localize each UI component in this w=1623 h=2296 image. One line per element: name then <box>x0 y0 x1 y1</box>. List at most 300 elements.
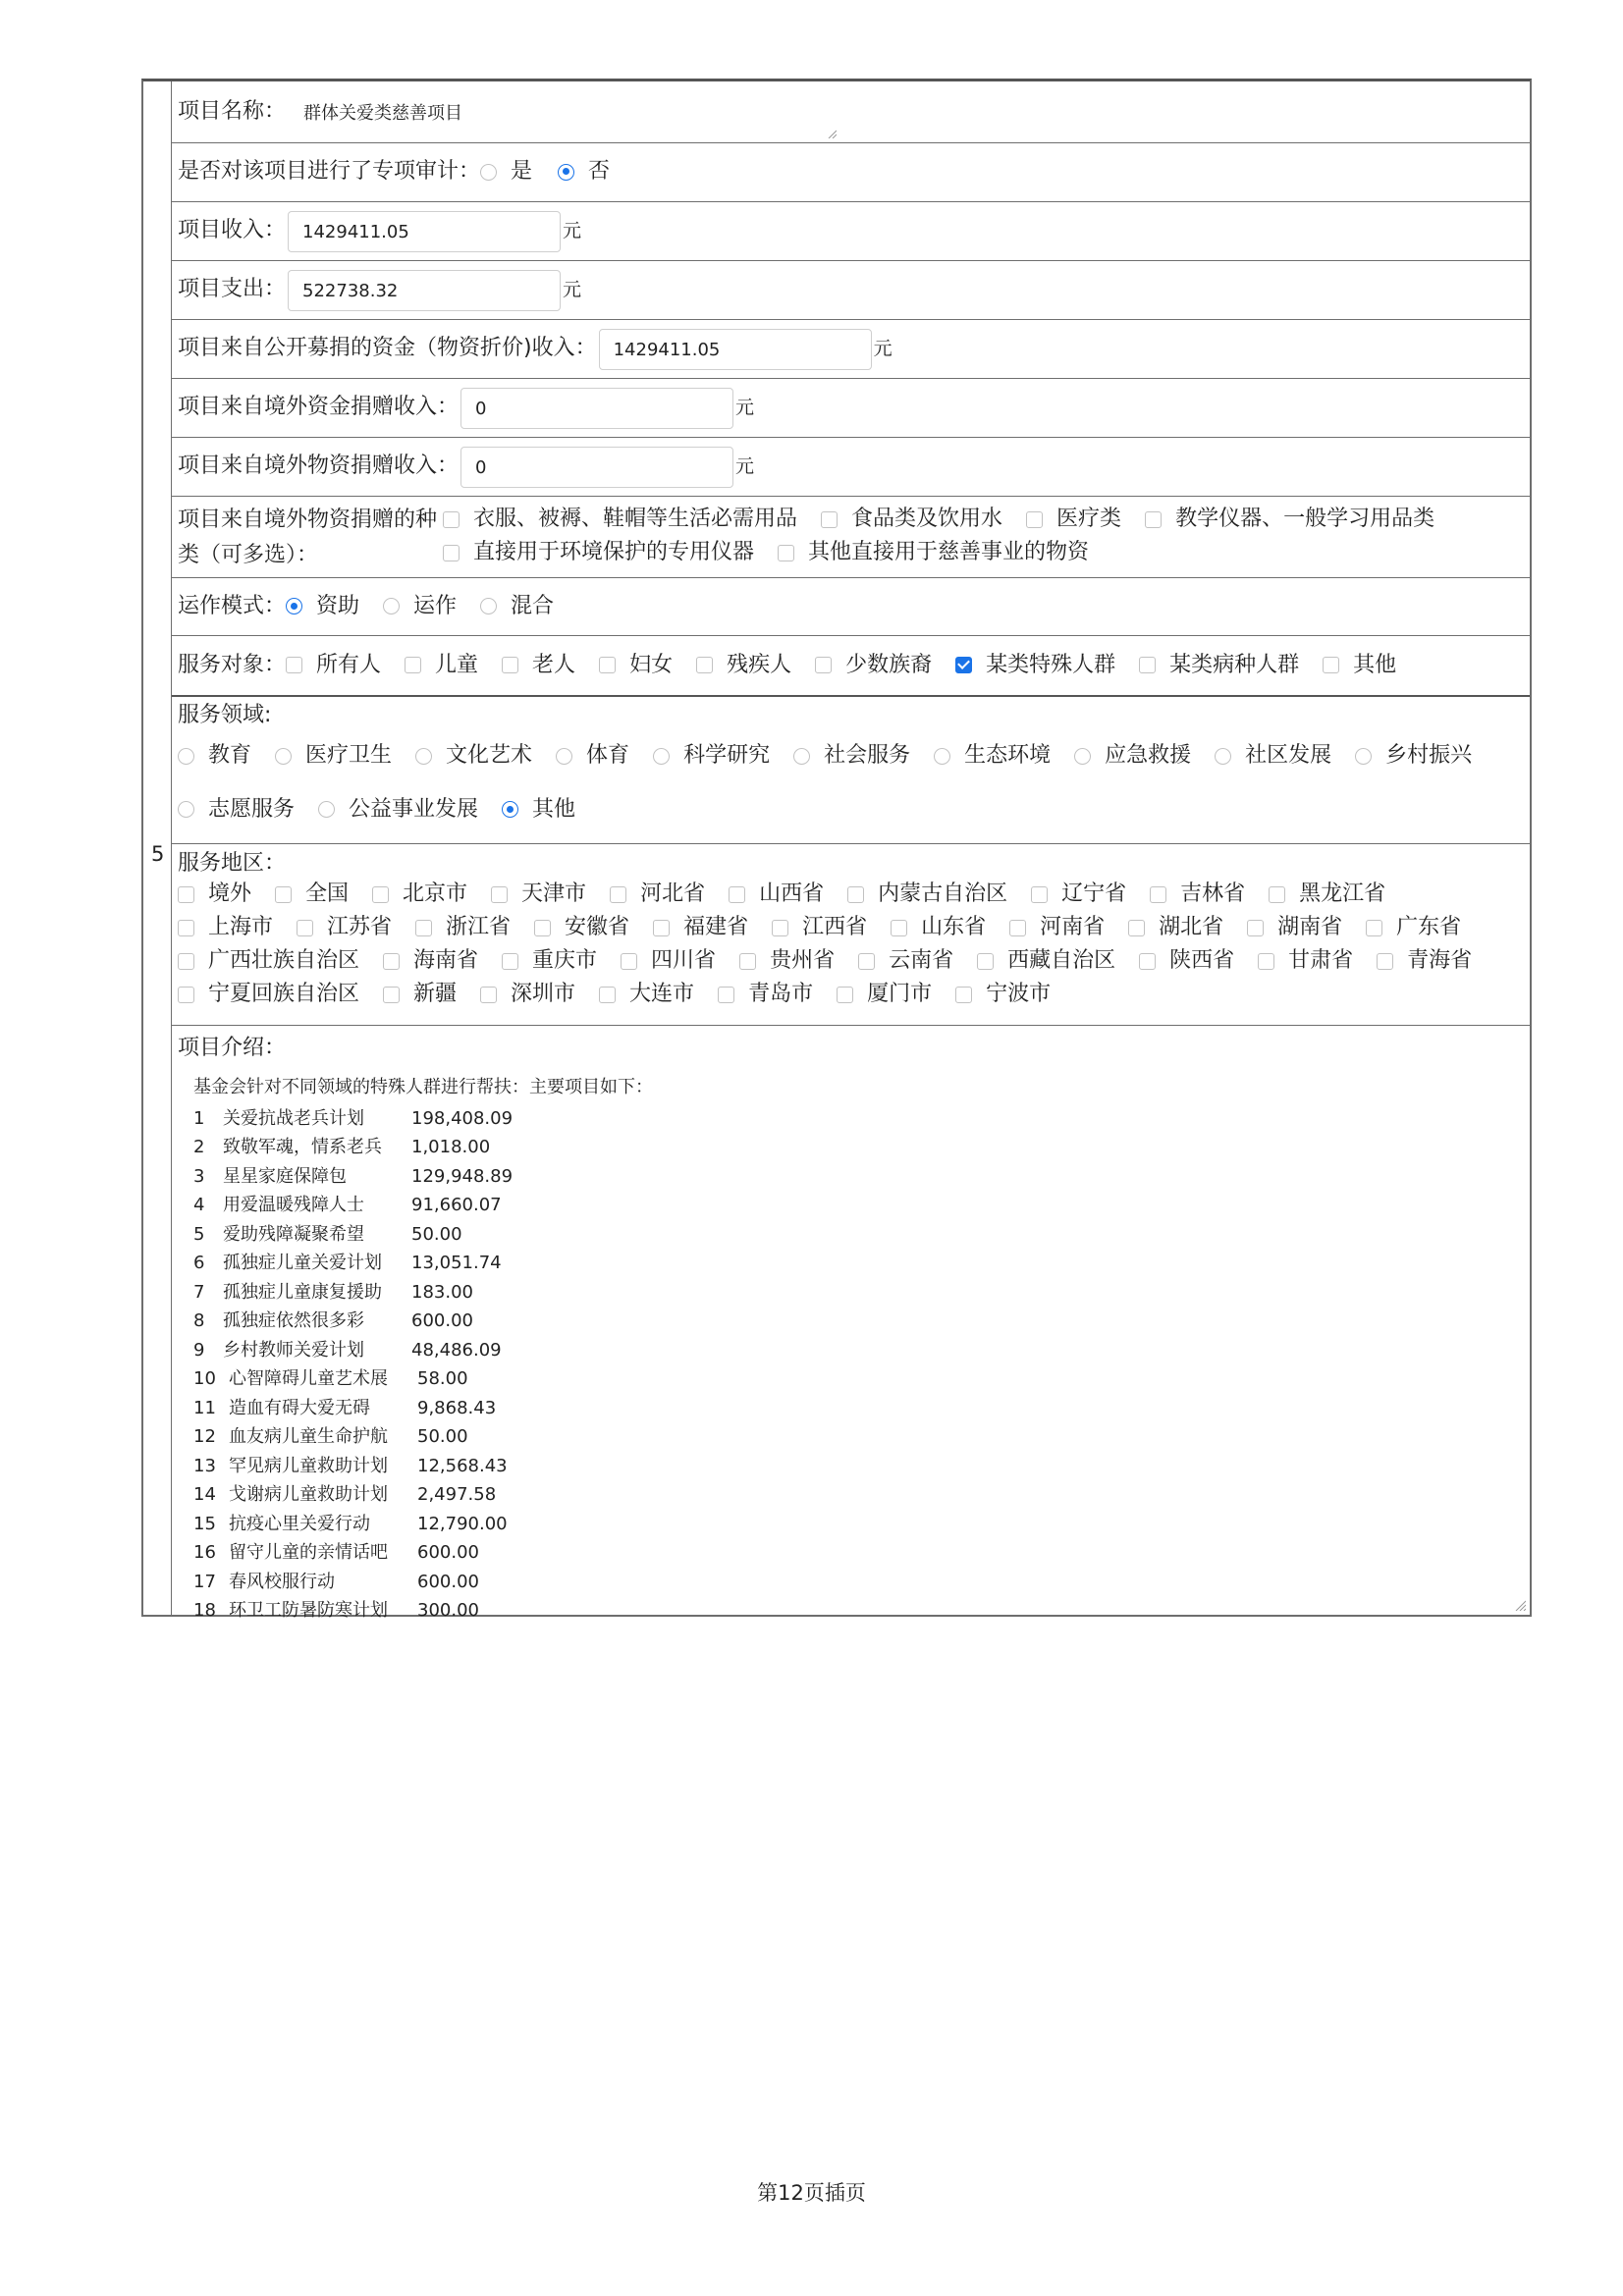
checkbox-icon <box>1269 886 1285 903</box>
checkbox-icon <box>955 987 972 1003</box>
option-label: 江西省 <box>802 915 868 939</box>
mode-option-grant[interactable] <box>286 594 359 619</box>
target-option[interactable] <box>286 653 381 678</box>
overseas-types-row <box>172 497 1530 578</box>
intro-item-no: 4 <box>193 1195 205 1216</box>
regions-line-2 <box>178 911 1524 944</box>
intro-item-no: 3 <box>193 1165 205 1187</box>
intro-item <box>193 1538 1524 1568</box>
region-option[interactable] <box>1150 878 1245 911</box>
overseas-goods-unit: 元 <box>735 455 755 478</box>
intro-item-amount: 58.00 <box>417 1368 468 1390</box>
checkbox-icon <box>718 987 734 1003</box>
option-label: 宁波市 <box>986 982 1052 1006</box>
region-option[interactable] <box>178 911 273 944</box>
checkbox-icon <box>621 953 637 970</box>
checkbox-icon <box>653 920 670 936</box>
region-option[interactable] <box>275 878 349 911</box>
intro-item-amount: 91,660.07 <box>411 1195 502 1216</box>
option-label: 浙江省 <box>446 915 512 939</box>
checkbox-icon <box>837 987 853 1003</box>
option-label: 吉林省 <box>1180 881 1246 906</box>
intro-item-name: 孤独症儿童关爱计划 <box>223 1253 382 1274</box>
overseas-types-options <box>443 503 1458 569</box>
field-option[interactable] <box>318 797 478 823</box>
intro-item-amount: 1,018.00 <box>411 1137 491 1158</box>
region-option[interactable] <box>491 878 586 911</box>
radio-icon <box>415 748 432 765</box>
option-label: 山西省 <box>759 881 825 906</box>
option-label: 深圳市 <box>511 982 576 1006</box>
target-option[interactable] <box>1139 653 1299 678</box>
checkbox-icon <box>415 920 432 936</box>
region-option[interactable] <box>1009 911 1105 944</box>
project-form <box>141 79 1532 1622</box>
option-label: 医疗卫生 <box>305 743 393 769</box>
intro-item-amount: 183.00 <box>411 1281 473 1303</box>
row-index: 5 <box>151 842 165 866</box>
intro-item-no: 10 <box>193 1368 216 1390</box>
option-label: 志愿服务 <box>208 796 296 822</box>
radio-checked-icon <box>286 598 302 614</box>
intro-item <box>193 1394 1524 1423</box>
field-option[interactable] <box>178 743 251 769</box>
option-label: 是 <box>511 159 533 185</box>
intro-item-no: 2 <box>193 1137 205 1158</box>
option-label: 广东省 <box>1396 915 1462 939</box>
income-label: 项目收入： <box>178 218 287 243</box>
option-label: 体育 <box>586 743 630 769</box>
region-option[interactable] <box>772 911 867 944</box>
intro-item <box>193 1220 1524 1250</box>
checkbox-icon <box>1031 886 1048 903</box>
checkbox-checked-icon <box>955 657 972 673</box>
checkbox-icon <box>372 886 389 903</box>
field-option[interactable] <box>1074 743 1191 769</box>
region-option[interactable] <box>1247 911 1342 944</box>
field-option[interactable] <box>793 743 910 769</box>
intro-item-amount: 300.00 <box>417 1600 479 1622</box>
option-label: 全国 <box>305 881 350 906</box>
radio-checked-icon <box>558 164 574 181</box>
option-label: 儿童 <box>435 652 479 677</box>
region-option[interactable] <box>739 944 835 978</box>
type-option-medical[interactable] <box>1026 503 1121 536</box>
region-option[interactable] <box>1377 944 1472 978</box>
intro-item-amount: 129,948.89 <box>411 1165 514 1187</box>
radio-icon <box>480 598 497 614</box>
option-label: 境外 <box>208 881 252 906</box>
mode-option-mixed[interactable] <box>480 594 554 619</box>
field-option[interactable] <box>556 743 629 769</box>
target-option-selected[interactable] <box>955 653 1115 678</box>
intro-item <box>193 1133 1524 1162</box>
region-option[interactable] <box>610 878 705 911</box>
region-option[interactable] <box>383 944 478 978</box>
fields-label: 服务领域: <box>178 703 272 727</box>
region-option[interactable] <box>534 911 629 944</box>
radio-icon <box>383 598 400 614</box>
checkbox-icon <box>1026 511 1043 528</box>
intro-item <box>193 1452 1524 1481</box>
checkbox-icon <box>405 657 421 673</box>
intro-item-no: 13 <box>193 1455 216 1476</box>
option-label: 其他 <box>1353 652 1397 677</box>
project-name-field[interactable]: 群体关爱类慈善项目 <box>303 103 463 125</box>
intro-item-amount: 48,486.09 <box>411 1339 502 1361</box>
region-option[interactable] <box>729 878 824 911</box>
region-option[interactable] <box>1366 911 1461 944</box>
mode-label: 运作模式： <box>178 593 287 618</box>
intro-item-no: 5 <box>193 1223 205 1245</box>
option-label: 生态环境 <box>964 743 1052 769</box>
type-option-education[interactable] <box>1145 503 1434 536</box>
checkbox-icon <box>1139 657 1156 673</box>
option-label: 教学仪器、一般学习用品类 <box>1175 507 1435 531</box>
field-option[interactable] <box>275 743 392 769</box>
checkbox-icon <box>443 511 460 528</box>
intro-item-name: 爱助残障凝聚希望 <box>223 1223 364 1245</box>
option-label: 四川省 <box>651 948 717 973</box>
intro-item-name: 戈谢病儿童救助计划 <box>229 1484 388 1506</box>
radio-checked-icon <box>502 801 518 818</box>
region-option[interactable] <box>502 944 597 978</box>
radio-icon <box>556 748 572 765</box>
intro-item-amount: 600.00 <box>417 1542 479 1564</box>
region-option[interactable] <box>178 878 251 911</box>
target-option[interactable] <box>696 653 791 678</box>
intro-item-amount: 9,868.43 <box>417 1397 497 1418</box>
intro-item-name: 孤独症儿童康复援助 <box>223 1281 382 1303</box>
option-label: 其他直接用于慈善事业的物资 <box>808 540 1090 564</box>
region-option[interactable] <box>977 944 1115 978</box>
region-option[interactable] <box>891 911 986 944</box>
option-label: 乡村振兴 <box>1385 743 1473 769</box>
overseas-goods-row <box>172 438 1530 497</box>
checkbox-icon <box>502 657 518 673</box>
option-label: 内蒙古自治区 <box>878 881 1008 906</box>
target-option[interactable] <box>599 653 673 678</box>
region-option[interactable] <box>178 944 359 978</box>
option-label: 海南省 <box>413 948 479 973</box>
intro-item-no: 14 <box>193 1484 216 1506</box>
intro-item-amount: 600.00 <box>411 1310 473 1332</box>
region-option[interactable] <box>718 978 813 1011</box>
intro-item <box>193 1162 1524 1192</box>
checkbox-icon <box>443 545 460 561</box>
option-label: 某类病种人群 <box>1169 652 1300 677</box>
intro-item-name: 致敬军魂，情系老兵 <box>223 1137 382 1158</box>
intro-item-name: 罕见病儿童救助计划 <box>229 1455 388 1476</box>
option-label: 残疾人 <box>727 652 792 677</box>
expense-label: 项目支出： <box>178 277 287 302</box>
region-option[interactable] <box>1269 878 1385 911</box>
option-label: 厦门市 <box>867 982 933 1006</box>
income-input[interactable]: 1429411.05 <box>288 211 561 252</box>
option-label: 黑龙江省 <box>1299 881 1386 906</box>
field-option-selected[interactable] <box>502 797 575 823</box>
intro-item-amount: 12,568.43 <box>417 1455 508 1476</box>
option-label: 文化艺术 <box>446 743 533 769</box>
option-label: 公益事业发展 <box>349 796 479 822</box>
checkbox-icon <box>1366 920 1382 936</box>
resize-grip-icon[interactable] <box>1514 1599 1526 1611</box>
region-option[interactable] <box>858 944 953 978</box>
mode-row <box>172 578 1530 636</box>
field-option[interactable] <box>415 743 532 769</box>
intro-row <box>172 1026 1530 1622</box>
checkbox-icon <box>696 657 713 673</box>
form-rows <box>172 81 1530 1622</box>
option-label: 少数族裔 <box>845 652 933 677</box>
income-row <box>172 202 1530 261</box>
public-income-row <box>172 320 1530 379</box>
region-option[interactable] <box>297 911 392 944</box>
overseas-goods-label: 项目来自境外物资捐赠收入： <box>178 454 460 479</box>
radio-icon <box>480 164 497 181</box>
intro-item <box>193 1249 1524 1278</box>
region-option[interactable] <box>1258 944 1353 978</box>
checkbox-icon <box>178 886 194 903</box>
region-option[interactable] <box>955 978 1051 1011</box>
checkbox-icon <box>1009 920 1026 936</box>
intro-item <box>193 1364 1524 1394</box>
checkbox-icon <box>1128 920 1145 936</box>
field-option[interactable] <box>1215 743 1331 769</box>
radio-icon <box>178 748 194 765</box>
intro-item-name: 关爱抗战老兵计划 <box>223 1107 364 1129</box>
option-label: 运作 <box>413 593 458 618</box>
checkbox-icon <box>610 886 626 903</box>
option-label: 社会服务 <box>824 743 911 769</box>
radio-icon <box>653 748 670 765</box>
option-label: 妇女 <box>629 652 674 677</box>
page-footer: 第12页插页 <box>757 2181 866 2205</box>
option-label: 贵州省 <box>770 948 836 973</box>
region-option[interactable] <box>847 878 1007 911</box>
intro-item-no: 8 <box>193 1310 205 1332</box>
checkbox-icon <box>534 920 551 936</box>
option-label: 直接用于环境保护的专用仪器 <box>473 540 755 564</box>
checkbox-icon <box>178 920 194 936</box>
checkbox-icon <box>502 953 518 970</box>
intro-item-name: 孤独症依然很多彩 <box>223 1310 364 1332</box>
target-option[interactable] <box>502 653 575 678</box>
option-label: 其他 <box>532 796 576 822</box>
row-index-column <box>143 81 172 1615</box>
audit-option-yes[interactable] <box>480 159 532 185</box>
intro-item <box>193 1510 1524 1539</box>
option-label: 湖北省 <box>1159 915 1224 939</box>
project-name-label: 项目名称： <box>178 98 287 124</box>
overseas-fund-input[interactable]: 0 <box>460 388 733 429</box>
option-label: 福建省 <box>683 915 749 939</box>
resize-grip-icon[interactable] <box>827 129 837 138</box>
form-frame <box>141 79 1532 1622</box>
intro-item-name: 留守儿童的亲情话吧 <box>229 1542 388 1564</box>
option-label: 江苏省 <box>327 915 393 939</box>
option-label: 新疆 <box>413 982 458 1006</box>
region-option[interactable] <box>1139 944 1234 978</box>
region-option[interactable] <box>480 978 575 1011</box>
checkbox-icon <box>491 886 508 903</box>
field-option[interactable] <box>934 743 1051 769</box>
intro-item-name: 血友病儿童生命护航 <box>229 1426 388 1448</box>
regions-row <box>172 844 1530 1026</box>
checkbox-icon <box>739 953 756 970</box>
intro-item <box>193 1307 1524 1336</box>
option-label: 辽宁省 <box>1061 881 1127 906</box>
checkbox-icon <box>383 987 400 1003</box>
expense-row <box>172 261 1530 320</box>
intro-item-name: 星星家庭保障包 <box>223 1165 347 1187</box>
region-option[interactable] <box>383 978 457 1011</box>
public-income-unit: 元 <box>873 338 893 360</box>
intro-item-amount: 198,408.09 <box>411 1107 514 1129</box>
intro-item-name: 造血有碍大爱无碍 <box>229 1397 370 1418</box>
intro-item <box>193 1422 1524 1452</box>
option-label: 安徽省 <box>565 915 630 939</box>
option-label: 广西壮族自治区 <box>208 948 360 973</box>
region-option[interactable] <box>1031 878 1126 911</box>
option-label: 混合 <box>511 593 555 618</box>
public-income-input[interactable]: 1429411.05 <box>599 329 872 370</box>
intro-item <box>193 1278 1524 1308</box>
targets-row <box>172 636 1530 697</box>
checkbox-icon <box>858 953 875 970</box>
option-label: 天津市 <box>521 881 587 906</box>
intro-item-no: 11 <box>193 1397 216 1418</box>
checkbox-icon <box>1323 657 1339 673</box>
option-label: 河南省 <box>1040 915 1106 939</box>
checkbox-icon <box>297 920 313 936</box>
option-label: 科学研究 <box>683 743 771 769</box>
regions-line-4 <box>178 978 1524 1011</box>
regions-line-3 <box>178 944 1524 978</box>
checkbox-icon <box>847 886 864 903</box>
checkbox-icon <box>1150 886 1166 903</box>
option-label: 西藏自治区 <box>1007 948 1116 973</box>
intro-item <box>193 1480 1524 1510</box>
expense-unit: 元 <box>563 279 582 301</box>
intro-item-name: 环卫工防暑防寒计划 <box>229 1600 388 1622</box>
regions-line-1 <box>178 878 1524 911</box>
intro-item <box>193 1104 1524 1134</box>
region-option[interactable] <box>372 878 467 911</box>
audit-option-no[interactable] <box>558 159 610 185</box>
checkbox-icon <box>729 886 745 903</box>
type-option-environment[interactable] <box>443 536 754 569</box>
intro-item <box>193 1336 1524 1365</box>
option-label: 某类特殊人群 <box>986 652 1116 677</box>
option-label: 教育 <box>208 743 252 769</box>
option-label: 宁夏回族自治区 <box>208 982 360 1006</box>
radio-icon <box>178 801 194 818</box>
field-option[interactable] <box>178 797 295 823</box>
radio-icon <box>1074 748 1091 765</box>
fields-row <box>172 697 1530 844</box>
checkbox-icon <box>1377 953 1393 970</box>
type-option-other[interactable] <box>778 536 1089 569</box>
target-option[interactable] <box>815 653 932 678</box>
option-label: 北京市 <box>403 881 468 906</box>
type-option-daily[interactable] <box>443 503 797 536</box>
region-option[interactable] <box>178 978 359 1011</box>
intro-item-name: 抗疫心里关爱行动 <box>229 1513 370 1534</box>
checkbox-icon <box>891 920 907 936</box>
option-label: 社区发展 <box>1245 743 1332 769</box>
mode-option-operate[interactable] <box>383 594 457 619</box>
checkbox-icon <box>178 953 194 970</box>
intro-item-name: 春风校服行动 <box>229 1571 335 1592</box>
intro-item-amount: 12,790.00 <box>417 1513 508 1534</box>
option-label: 食品类及饮用水 <box>851 507 1003 531</box>
radio-icon <box>1215 748 1231 765</box>
checkbox-icon <box>178 987 194 1003</box>
intro-item-name: 心智障碍儿童艺术展 <box>229 1368 388 1390</box>
intro-item-no: 12 <box>193 1426 216 1448</box>
option-label: 大连市 <box>629 982 695 1006</box>
option-label: 山东省 <box>921 915 987 939</box>
target-option[interactable] <box>1323 653 1396 678</box>
intro-items[interactable] <box>193 1104 1524 1626</box>
public-income-label: 项目来自公开募捐的资金（物资折价)收入： <box>178 336 597 361</box>
option-label: 衣服、被褥、鞋帽等生活必需用品 <box>473 507 798 531</box>
field-option[interactable] <box>1355 743 1472 769</box>
type-option-food[interactable] <box>821 503 1002 536</box>
region-option[interactable] <box>653 911 748 944</box>
region-option[interactable] <box>415 911 511 944</box>
target-option[interactable] <box>405 653 478 678</box>
audit-row <box>172 143 1530 202</box>
checkbox-icon <box>599 657 616 673</box>
expense-input[interactable]: 522738.32 <box>288 270 561 311</box>
checkbox-icon <box>1247 920 1264 936</box>
region-option[interactable] <box>837 978 932 1011</box>
field-option[interactable] <box>653 743 770 769</box>
option-label: 河北省 <box>640 881 706 906</box>
region-option[interactable] <box>621 944 716 978</box>
option-label: 云南省 <box>889 948 954 973</box>
overseas-types-label: 项目来自境外物资捐赠的种 类（可多选）： <box>178 507 438 567</box>
option-label: 重庆市 <box>532 948 598 973</box>
intro-item <box>193 1596 1524 1626</box>
option-label: 资助 <box>316 593 360 618</box>
intro-item-no: 16 <box>193 1542 216 1564</box>
overseas-fund-unit: 元 <box>735 397 755 419</box>
option-label: 青岛市 <box>748 982 814 1006</box>
checkbox-icon <box>815 657 832 673</box>
intro-item-amount: 50.00 <box>417 1426 468 1448</box>
income-unit: 元 <box>563 220 582 242</box>
intro-item <box>193 1568 1524 1597</box>
radio-icon <box>934 748 950 765</box>
intro-item-no: 6 <box>193 1253 205 1274</box>
option-label: 医疗类 <box>1056 507 1122 531</box>
option-label: 湖南省 <box>1277 915 1343 939</box>
intro-item-no: 1 <box>193 1107 205 1129</box>
intro-item-no: 7 <box>193 1281 205 1303</box>
intro-label: 项目介绍： <box>178 1036 287 1060</box>
intro-item-amount: 600.00 <box>417 1571 479 1592</box>
checkbox-icon <box>275 886 292 903</box>
checkbox-icon <box>778 545 794 561</box>
region-option[interactable] <box>599 978 694 1011</box>
overseas-goods-input[interactable]: 0 <box>460 447 733 488</box>
intro-lead[interactable]: 基金会针对不同领域的特殊人群进行帮扶：主要项目如下： <box>193 1077 653 1098</box>
intro-item-name: 乡村教师关爱计划 <box>223 1339 364 1361</box>
region-option[interactable] <box>1128 911 1223 944</box>
